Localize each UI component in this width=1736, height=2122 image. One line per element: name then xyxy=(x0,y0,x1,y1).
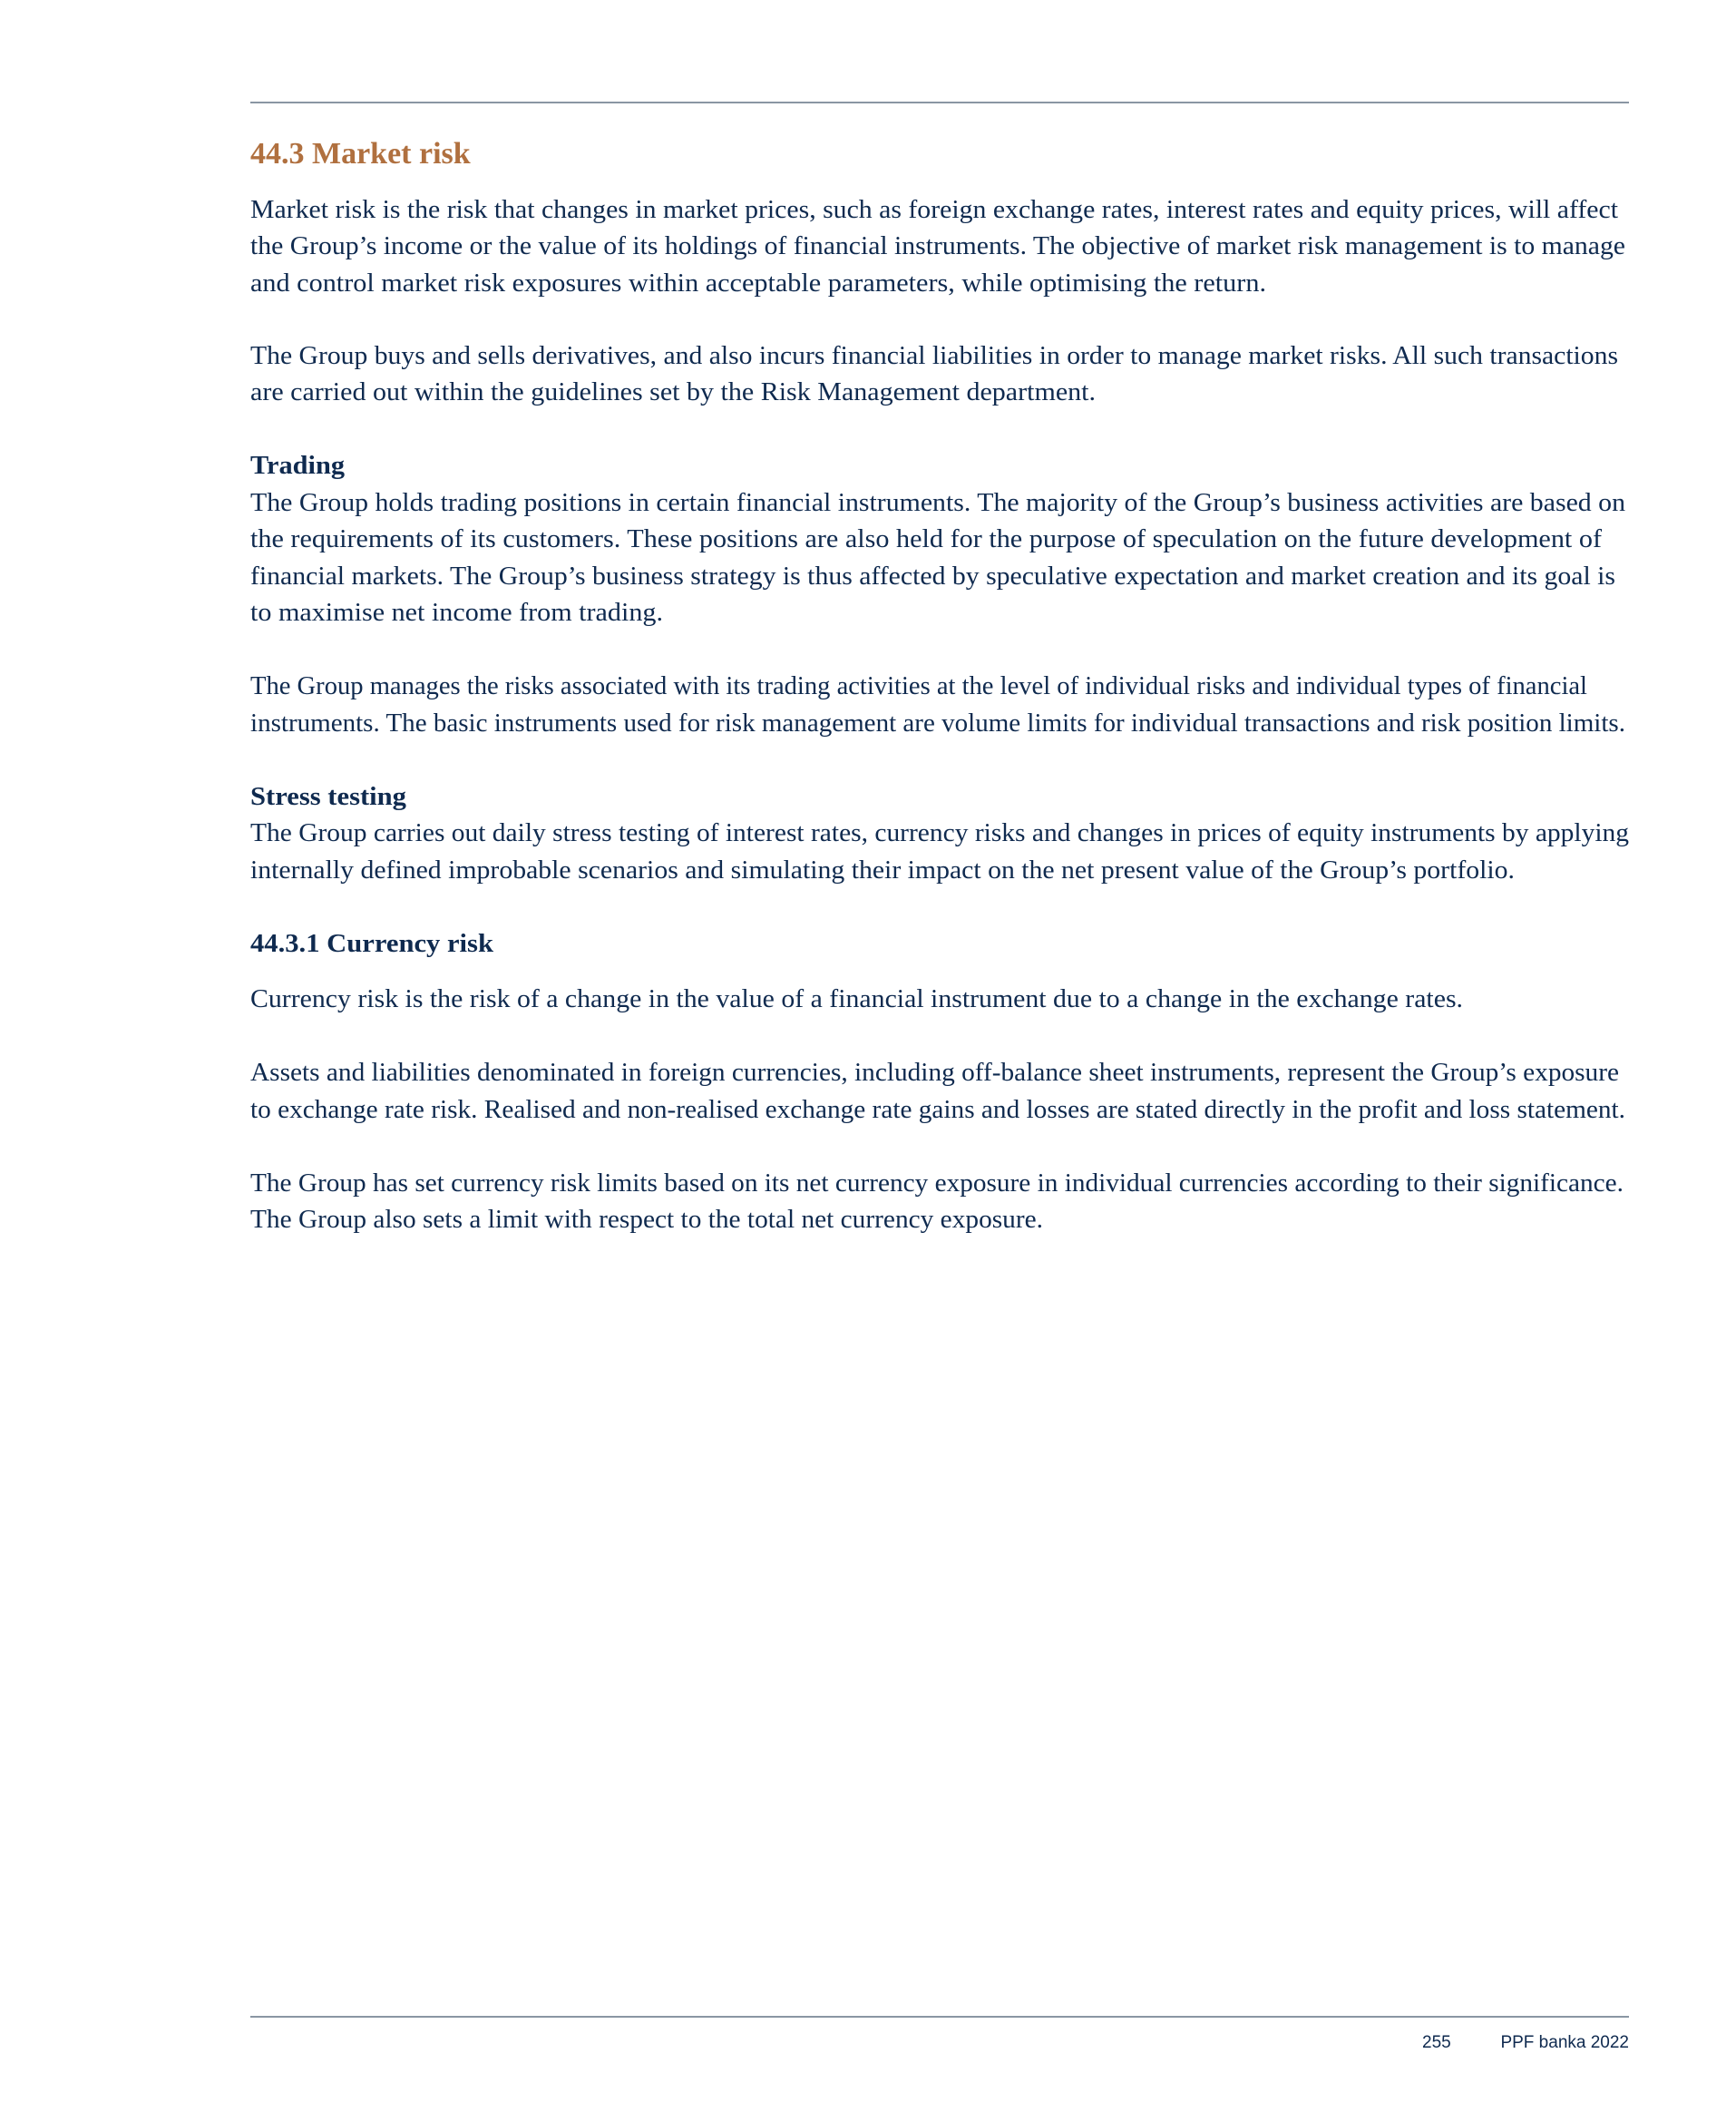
paragraph-line: are carried out within the guidelines set by the Risk Management department. xyxy=(250,378,1096,406)
paragraph-line: internally defined improbable scenarios and simulating their impact on the net present value of the Group’s portfolio. xyxy=(250,856,1515,885)
paragraph-line: the requirements of its customers. These positions are also held for the purpose of speculation on the future development of xyxy=(250,525,1602,553)
paragraph-line: The Group carries out daily stress testing of interest rates, currency risks and changes in prices of equity instruments by applying xyxy=(250,819,1629,847)
section-heading: 44.3 Market risk xyxy=(250,137,471,171)
header-divider xyxy=(250,102,1629,103)
footer-divider xyxy=(250,2016,1629,2018)
paragraph-line: The Group holds trading positions in certain financial instruments. The majority of the Group’s business activities are based on xyxy=(250,489,1625,517)
paragraph-line: The Group has set currency risk limits based on its net currency exposure in individual currencies according to their significance. xyxy=(250,1169,1624,1198)
paragraph-line: to maximise net income from trading. xyxy=(250,599,663,627)
paragraph-line: Assets and liabilities denominated in foreign currencies, including off-balance sheet instruments, represent the Group’s exposure xyxy=(250,1059,1620,1087)
paragraph-line: The Group manages the risks associated with its trading activities at the level of individual risks and individual types of financial xyxy=(250,672,1587,700)
paragraph-line: and control market risk exposures within acceptable parameters, while optimising the return. xyxy=(250,269,1266,298)
subheading-trading: Trading xyxy=(250,452,345,480)
paragraph-line: Market risk is the risk that changes in market prices, such as foreign exchange rates, interest rates and equity prices, will affect xyxy=(250,196,1618,224)
publication-title: PPF banka 2022 xyxy=(1500,2033,1629,2052)
page-number: 255 xyxy=(1422,2033,1451,2052)
paragraph-line: to exchange rate risk. Realised and non-realised exchange rate gains and losses are stated directly in the profit and loss statement. xyxy=(250,1096,1626,1124)
paragraph-line: the Group’s income or the value of its holdings of financial instruments. The objective of market risk management is to manage xyxy=(250,232,1625,260)
subsection-heading: 44.3.1 Currency risk xyxy=(250,930,493,958)
paragraph-line: financial markets. The Group’s business strategy is thus affected by speculative expectation and market creation and its goal is xyxy=(250,562,1616,591)
paragraph-line: The Group buys and sells derivatives, and also incurs financial liabilities in order to manage market risks. All such transactions xyxy=(250,342,1619,370)
paragraph-line: Currency risk is the risk of a change in the value of a financial instrument due to a change in the exchange rates. xyxy=(250,985,1463,1013)
paragraph-line: The Group also sets a limit with respect to the total net currency exposure. xyxy=(250,1206,1043,1234)
paragraph-line: instruments. The basic instruments used for risk management are volume limits for individual transactions and risk position limits. xyxy=(250,709,1625,738)
subheading-stress-testing: Stress testing xyxy=(250,783,406,811)
